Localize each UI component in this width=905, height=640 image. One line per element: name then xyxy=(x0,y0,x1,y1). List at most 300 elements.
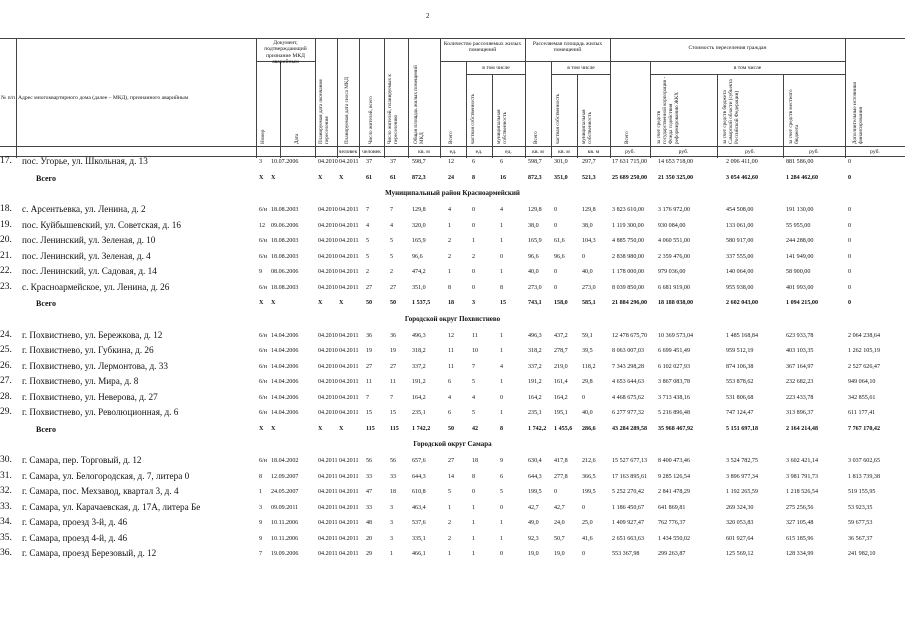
doc-date-cell: 18.08.2003 xyxy=(271,238,299,244)
residents-planned-cell: 3 xyxy=(390,520,394,526)
count-total-cell: 18 xyxy=(448,300,455,306)
doc-date-cell: 24.05.2007 xyxy=(271,489,299,495)
count-municipal-cell: 0 xyxy=(500,394,504,401)
area-private-cell: 161,4 xyxy=(554,379,568,385)
area-total-cell: 19,0 xyxy=(528,551,539,557)
area-total-cell: 872,3 xyxy=(528,174,542,181)
address-cell: г. Похвистнево, ул. Неверова, д. 27 xyxy=(22,391,158,402)
count-total-cell: 50 xyxy=(448,425,455,432)
cost-region-cell: 3 896 977,34 xyxy=(726,473,758,480)
area-private-cell: 24,0 xyxy=(554,520,565,526)
unit-sqm: кв. м xyxy=(532,149,544,155)
count-total-cell: 4 xyxy=(448,394,452,401)
cost-total-cell: 1 119 300,00 xyxy=(612,222,644,229)
count-municipal-cell: 8 xyxy=(500,425,504,432)
count-municipal-cell: 1 xyxy=(500,348,504,354)
area-private-cell: 42,7 xyxy=(554,504,565,511)
header-count-private: частная собственность xyxy=(470,93,476,144)
count-sub-border xyxy=(466,74,525,75)
row-number: 36. xyxy=(0,548,12,558)
residents-planned-cell: 7 xyxy=(390,394,394,401)
address-cell: г. Похвистнево, ул. Лермонтова, д. 33 xyxy=(22,360,168,371)
area-municipal-cell: 366,5 xyxy=(582,473,596,480)
residents-cell: 27 xyxy=(366,363,373,370)
cost-local-cell: 615 185,96 xyxy=(786,535,814,542)
address-cell: г. Самара, пер. Торговый, д. 12 xyxy=(22,455,142,465)
doc-number-cell: 8 xyxy=(259,473,263,480)
area-total-cell: 40,0 xyxy=(528,269,539,275)
header-cost-total: Всего xyxy=(624,131,630,144)
count-total-cell: 8 xyxy=(448,284,452,291)
col-divider xyxy=(650,61,651,158)
cost-total-cell: 6 277 977,32 xyxy=(612,410,644,416)
residents-planned-cell: 27 xyxy=(390,284,397,291)
table-row xyxy=(0,361,905,377)
cost-local-cell: 2 164 214,48 xyxy=(786,425,818,432)
area-total-cell: 273,0 xyxy=(528,284,542,291)
area-municipal-cell: 129,8 xyxy=(582,207,596,213)
residents-cell: 7 xyxy=(366,394,370,401)
planned-end-cell: 04.2011 xyxy=(318,473,338,480)
count-municipal-cell: 5 xyxy=(500,489,504,495)
col-divider xyxy=(384,38,385,158)
count-total-cell: 2 xyxy=(448,238,452,244)
additional-cell: 2 064 238,64 xyxy=(848,332,880,339)
table-row xyxy=(0,517,905,533)
count-municipal-cell: 4 xyxy=(500,363,504,370)
cost-local-cell: 232 682,23 xyxy=(786,379,814,385)
col-divider xyxy=(717,74,718,158)
area-total-cell: 743,1 xyxy=(528,300,542,306)
planned-demolish-cell: 04.2011 xyxy=(339,410,359,416)
cost-fund-cell: 1 434 550,02 xyxy=(658,535,690,542)
residents-cell: 48 xyxy=(366,520,373,526)
residents-planned-cell: 115 xyxy=(390,425,399,432)
area-sub-border xyxy=(551,74,610,75)
cost-local-cell: 313 896,37 xyxy=(786,410,814,416)
area-private-cell: 0 xyxy=(554,269,558,275)
col-divider xyxy=(315,38,316,158)
area-total-cell: 598,7 xyxy=(528,159,542,165)
cost-region-cell: 5 151 697,18 xyxy=(726,425,758,432)
residents-cell: 29 xyxy=(366,551,373,557)
planned-demolish-cell: 04.2011 xyxy=(339,222,359,229)
cost-total-cell: 3 823 610,00 xyxy=(612,207,644,213)
header-planned-demolish: Планируемая дата сноса МКД xyxy=(344,77,350,144)
header-area-total: Всего xyxy=(533,131,539,144)
cost-region-cell: 553 878,62 xyxy=(726,379,754,385)
row-number: 19. xyxy=(0,219,12,230)
total-area-cell: 318,2 xyxy=(412,348,426,354)
doc-number-cell: 12 xyxy=(259,222,266,229)
unit-pcs: ед. xyxy=(475,149,483,155)
cost-total-cell: 4 653 644,63 xyxy=(612,379,644,385)
section-heading-row xyxy=(0,313,905,330)
area-total-cell: 42,7 xyxy=(528,504,539,511)
planned-end-cell: 04.2011 xyxy=(318,504,338,511)
area-private-cell: 96,6 xyxy=(554,253,565,260)
count-total-cell: 2 xyxy=(448,520,452,526)
doc-date-cell: 18.08.2003 xyxy=(271,207,299,213)
planned-demolish-cell: 04.2011 xyxy=(339,489,359,495)
cost-fund-cell: 6 681 919,00 xyxy=(658,284,690,291)
count-total-cell: 12 xyxy=(448,159,455,165)
col-divider xyxy=(783,74,784,158)
header-top-border xyxy=(0,38,905,39)
total-area-cell: 129,8 xyxy=(412,207,426,213)
doc-date-cell: X xyxy=(271,300,276,306)
planned-end-cell: 04.2010 xyxy=(318,222,338,229)
row-number: 21. xyxy=(0,250,12,261)
count-municipal-cell: 6 xyxy=(500,159,504,165)
count-private-cell: 8 xyxy=(472,174,476,181)
cost-fund-cell: 4 060 551,00 xyxy=(658,238,690,244)
count-group-border xyxy=(440,61,525,62)
col-divider xyxy=(610,38,611,158)
planned-demolish-cell: 04.2011 xyxy=(339,207,359,213)
doc-number-cell: 6/н xyxy=(259,207,268,213)
table-body xyxy=(0,156,905,564)
header-num: № п/п xyxy=(0,95,16,101)
total-area-cell: 598,7 xyxy=(412,159,426,165)
count-total-cell: 5 xyxy=(448,489,452,495)
cost-local-cell: 223 433,78 xyxy=(786,394,814,401)
count-private-cell: 1 xyxy=(472,535,476,542)
residents-cell: 33 xyxy=(366,504,373,511)
section-title: Городской округ Похвистнево xyxy=(404,314,501,323)
table-row xyxy=(0,455,905,471)
planned-end-cell: X xyxy=(318,300,323,306)
address-cell: Всего xyxy=(36,299,56,308)
doc-date-cell: 18.04.2002 xyxy=(271,458,299,464)
additional-cell: 0 xyxy=(848,253,852,260)
doc-date-cell: 18.08.2003 xyxy=(271,253,299,260)
cost-total-cell: 8 063 007,03 xyxy=(612,348,644,354)
area-private-cell: 301,0 xyxy=(554,159,568,165)
area-total-cell: 191,2 xyxy=(528,379,542,385)
row-number: 18. xyxy=(0,204,12,214)
count-private-cell: 1 xyxy=(472,504,476,511)
area-total-cell: 92,3 xyxy=(528,535,539,542)
doc-date-cell: 08.06.2006 xyxy=(271,269,299,275)
cost-fund-cell: 6 102 027,93 xyxy=(658,363,690,370)
cost-region-cell: 2 602 043,00 xyxy=(726,300,758,306)
planned-end-cell: X xyxy=(318,174,323,181)
cost-total-cell: 553 367,98 xyxy=(612,551,640,557)
count-total-cell: 6 xyxy=(448,379,452,385)
doc-number-cell: 6/н xyxy=(259,410,268,416)
area-total-cell: 165,9 xyxy=(528,238,542,244)
total-area-cell: 1 537,5 xyxy=(412,300,431,306)
table-row xyxy=(0,471,905,487)
unit-pcs: ед. xyxy=(505,149,512,155)
additional-cell: 3 037 602,65 xyxy=(848,458,880,464)
total-area-cell: 463,4 xyxy=(412,504,426,511)
additional-cell: 519 155,95 xyxy=(848,489,876,495)
cost-total-cell: 17 631 715,00 xyxy=(612,159,648,165)
planned-demolish-cell: 04.2011 xyxy=(339,269,359,275)
area-total-cell: 337,2 xyxy=(528,363,542,370)
row-number: 24. xyxy=(0,329,12,340)
area-private-cell: 1 455,6 xyxy=(554,425,573,432)
planned-end-cell: 04.2011 xyxy=(318,535,338,542)
address-cell: г. Похвистнево, ул. Революционная, д. 6 xyxy=(22,407,179,417)
residents-planned-cell: 19 xyxy=(390,348,397,354)
table-row xyxy=(0,266,905,282)
doc-date-cell: 12.09.2007 xyxy=(271,473,299,480)
total-area-cell: 335,1 xyxy=(412,535,426,542)
count-private-cell: 0 xyxy=(472,489,476,495)
cost-region-cell: 133 061,00 xyxy=(726,222,754,229)
planned-demolish-cell: X xyxy=(339,425,344,432)
cost-region-cell: 1 192 265,59 xyxy=(726,489,758,495)
area-total-cell: 164,2 xyxy=(528,394,542,401)
cost-region-cell: 125 569,12 xyxy=(726,551,754,557)
area-municipal-cell: 59,1 xyxy=(582,332,593,339)
area-municipal-cell: 29,8 xyxy=(582,379,593,385)
area-municipal-cell: 521,3 xyxy=(582,174,596,181)
count-private-cell: 1 xyxy=(472,238,476,244)
table-row xyxy=(0,407,905,423)
total-area-cell: 872,3 xyxy=(412,174,426,181)
planned-demolish-cell: 04.2011 xyxy=(339,348,359,354)
table-row xyxy=(0,533,905,549)
table-row xyxy=(0,204,905,220)
residents-cell: 33 xyxy=(366,473,373,480)
cost-region-cell: 320 053,83 xyxy=(726,520,754,526)
cost-group-border xyxy=(610,61,845,62)
area-private-cell: 219,0 xyxy=(554,363,568,370)
address-cell: г. Похвистнево, ул. Мира, д. 8 xyxy=(22,376,139,386)
doc-number-cell: 6/н xyxy=(259,363,268,370)
header-area-in: в том числе xyxy=(567,65,595,71)
planned-demolish-cell: 04.2011 xyxy=(339,520,359,526)
planned-demolish-cell: 04.2011 xyxy=(339,504,359,511)
col-divider xyxy=(408,38,409,158)
planned-end-cell: 04.2011 xyxy=(318,551,338,557)
residents-planned-cell: 27 xyxy=(390,363,397,370)
count-private-cell: 1 xyxy=(472,551,476,557)
planned-demolish-cell: 04.2011 xyxy=(339,238,359,244)
residents-cell: 4 xyxy=(366,222,370,229)
row-number: 30. xyxy=(0,455,12,465)
area-private-cell: 158,0 xyxy=(554,300,568,306)
unit-sqm: кв. м xyxy=(587,149,600,155)
cost-local-cell: 244 288,00 xyxy=(786,238,814,244)
cost-fund-cell: 930 084,00 xyxy=(658,222,686,229)
cost-fund-cell: 3 867 083,78 xyxy=(658,379,690,385)
table-row xyxy=(0,251,905,267)
planned-end-cell: 04.2010 xyxy=(318,253,338,260)
area-municipal-cell: 212,6 xyxy=(582,458,596,464)
total-area-cell: 235,1 xyxy=(412,410,426,416)
area-municipal-cell: 39,5 xyxy=(582,348,593,354)
doc-number-cell: 6/н xyxy=(259,348,268,354)
planned-end-cell: 04.2011 xyxy=(318,458,338,464)
count-municipal-cell: 16 xyxy=(500,174,507,181)
count-municipal-cell: 1 xyxy=(500,222,504,229)
cost-local-cell: 128 334,99 xyxy=(786,551,814,557)
planned-end-cell: 04.2010 xyxy=(318,363,338,370)
unit-pcs: ед. xyxy=(449,149,457,155)
area-private-cell: 0 xyxy=(554,222,558,229)
area-total-cell: 49,0 xyxy=(528,520,539,526)
cost-fund-cell: 35 968 467,92 xyxy=(658,425,694,432)
cost-total-cell: 4 468 675,62 xyxy=(612,394,644,401)
header-cost-local: за счет средств местного бюджета xyxy=(788,89,800,144)
address-cell: г. Похвистнево, ул. Бережкова, д. 12 xyxy=(22,329,163,340)
area-municipal-cell: 0 xyxy=(582,551,586,557)
cost-fund-cell: 762 776,37 xyxy=(658,520,686,526)
header-count-municipal: муниципальная собственность xyxy=(496,109,508,144)
cost-region-cell: 747 124,47 xyxy=(726,410,754,416)
doc-number-cell: 6/н xyxy=(259,332,268,339)
area-municipal-cell: 25,0 xyxy=(582,520,593,526)
page-number: 2 xyxy=(426,12,430,20)
cost-fund-cell: 10 369 573,04 xyxy=(658,332,694,339)
count-municipal-cell: 1 xyxy=(500,535,504,542)
doc-number-cell: 9 xyxy=(259,520,263,526)
planned-end-cell: 04.2010 xyxy=(318,238,338,244)
cost-region-cell: 269 324,30 xyxy=(726,504,754,511)
additional-cell: 241 982,10 xyxy=(848,551,876,557)
unit-sqm: кв. м xyxy=(558,149,570,155)
header-units-border xyxy=(0,146,905,147)
row-number: 27. xyxy=(0,376,12,386)
total-area-cell: 537,6 xyxy=(412,520,426,526)
cost-local-cell: 275 256,56 xyxy=(786,504,814,511)
count-total-cell: 11 xyxy=(448,348,454,354)
additional-cell: 611 177,41 xyxy=(848,410,876,416)
table-row xyxy=(0,376,905,392)
additional-cell: 0 xyxy=(848,238,852,244)
planned-end-cell: 04.2010 xyxy=(318,207,338,213)
doc-date-cell: 14.04.2006 xyxy=(271,348,299,354)
count-municipal-cell: 1 xyxy=(500,238,504,244)
count-municipal-cell: 0 xyxy=(500,253,504,260)
cost-fund-cell: 5 216 896,48 xyxy=(658,410,690,416)
doc-number-cell: 9 xyxy=(259,269,263,275)
row-number: 25. xyxy=(0,345,12,355)
planned-end-cell: 04.2011 xyxy=(318,520,338,526)
count-total-cell: 1 xyxy=(448,504,452,511)
count-private-cell: 5 xyxy=(472,410,476,416)
planned-demolish-cell: 04.2011 xyxy=(339,551,359,557)
cost-local-cell: 367 164,97 xyxy=(786,363,814,370)
planned-demolish-cell: 04.2011 xyxy=(339,535,359,542)
cost-total-cell: 17 163 895,61 xyxy=(612,473,648,480)
residents-cell: 11 xyxy=(366,379,372,385)
count-municipal-cell: 1 xyxy=(500,269,504,275)
planned-end-cell: 04.2010 xyxy=(318,394,338,401)
cost-region-cell: 337 555,00 xyxy=(726,253,754,260)
count-total-cell: 14 xyxy=(448,473,455,480)
header-planned-end: Планируемая дата окончания переселения xyxy=(318,79,330,144)
residents-planned-cell: 7 xyxy=(390,207,394,213)
count-private-cell: 1 xyxy=(472,520,476,526)
planned-demolish-cell: 04.2011 xyxy=(339,363,359,370)
area-municipal-cell: 118,2 xyxy=(582,363,596,370)
cost-region-cell: 140 064,00 xyxy=(726,269,754,275)
residents-cell: 47 xyxy=(366,489,373,495)
unit-rub: руб. xyxy=(745,149,755,155)
planned-demolish-cell: X xyxy=(339,300,344,306)
row-number: 17. xyxy=(0,156,12,166)
cost-region-cell: 874 106,38 xyxy=(726,363,754,370)
doc-number-cell: 6/н xyxy=(259,379,268,385)
doc-number-cell: 1 xyxy=(259,489,263,495)
area-private-cell: 277,8 xyxy=(554,473,568,480)
address-cell: пос. Ленинский, ул. Садовая, д. 14 xyxy=(22,266,157,276)
cost-local-cell: 58 900,00 xyxy=(786,269,811,275)
residents-planned-cell: 11 xyxy=(390,379,396,385)
count-private-cell: 8 xyxy=(472,473,476,480)
table-row xyxy=(0,220,905,236)
planned-demolish-cell: 04.2011 xyxy=(339,253,359,260)
cost-fund-cell: 3 713 438,16 xyxy=(658,394,690,401)
row-number: 26. xyxy=(0,360,12,371)
cost-sub-border xyxy=(650,74,845,75)
address-cell: пос. Куйбышевский, ул. Советская, д. 16 xyxy=(22,219,181,230)
residents-planned-cell: 56 xyxy=(390,458,397,464)
header-doc-number: Номер xyxy=(260,129,266,144)
count-private-cell: 18 xyxy=(472,458,479,464)
residents-planned-cell: 61 xyxy=(390,174,397,181)
area-total-cell: 496,3 xyxy=(528,332,542,339)
row-number: 22. xyxy=(0,266,12,276)
address-cell: г. Самара, пос. Мехзавод, квартал 3, д. 4 xyxy=(22,486,179,496)
area-municipal-cell: 273,0 xyxy=(582,284,596,291)
section-title: Муниципальный район Красноармейский xyxy=(385,189,520,197)
area-total-cell: 199,5 xyxy=(528,489,542,495)
address-cell: г. Самара, проезд 4-й, д. 46 xyxy=(22,532,128,543)
area-municipal-cell: 40,0 xyxy=(582,269,593,275)
count-total-cell: 12 xyxy=(448,332,455,339)
row-number: 20. xyxy=(0,235,12,245)
total-area-cell: 320,0 xyxy=(412,222,426,229)
cost-local-cell: 1 284 462,60 xyxy=(786,174,818,181)
col-divider xyxy=(525,38,526,158)
count-private-cell: 7 xyxy=(472,363,476,370)
count-private-cell: 0 xyxy=(472,222,476,229)
cost-local-cell: 403 103,35 xyxy=(786,348,814,354)
doc-number-cell: 6/н xyxy=(259,458,268,464)
area-total-cell: 318,2 xyxy=(528,348,542,354)
area-municipal-cell: 41,6 xyxy=(582,535,593,542)
residents-planned-cell: 5 xyxy=(390,238,394,244)
cost-total-cell: 7 343 298,28 xyxy=(612,363,644,370)
count-private-cell: 5 xyxy=(472,379,476,385)
count-municipal-cell: 0 xyxy=(500,551,504,557)
count-municipal-cell: 1 xyxy=(500,410,504,416)
residents-planned-cell: 37 xyxy=(390,159,397,165)
section-heading-row xyxy=(0,187,905,204)
residents-cell: 15 xyxy=(366,410,373,416)
cost-local-cell: 3 602 421,14 xyxy=(786,458,818,464)
unit-person: человек xyxy=(362,149,381,155)
area-total-cell: 38,0 xyxy=(528,222,539,229)
col-divider xyxy=(16,38,17,158)
total-area-cell: 466,1 xyxy=(412,551,426,557)
cost-local-cell: 623 933,78 xyxy=(786,332,814,339)
area-private-cell: 0 xyxy=(554,489,558,495)
additional-cell: 0 xyxy=(848,207,852,213)
doc-number-cell: X xyxy=(259,174,264,181)
residents-planned-cell: 2 xyxy=(390,269,394,275)
area-total-cell: 1 742,2 xyxy=(528,425,547,432)
header-area-private: частная собственность xyxy=(555,93,561,144)
doc-number-cell: 3 xyxy=(259,159,263,165)
